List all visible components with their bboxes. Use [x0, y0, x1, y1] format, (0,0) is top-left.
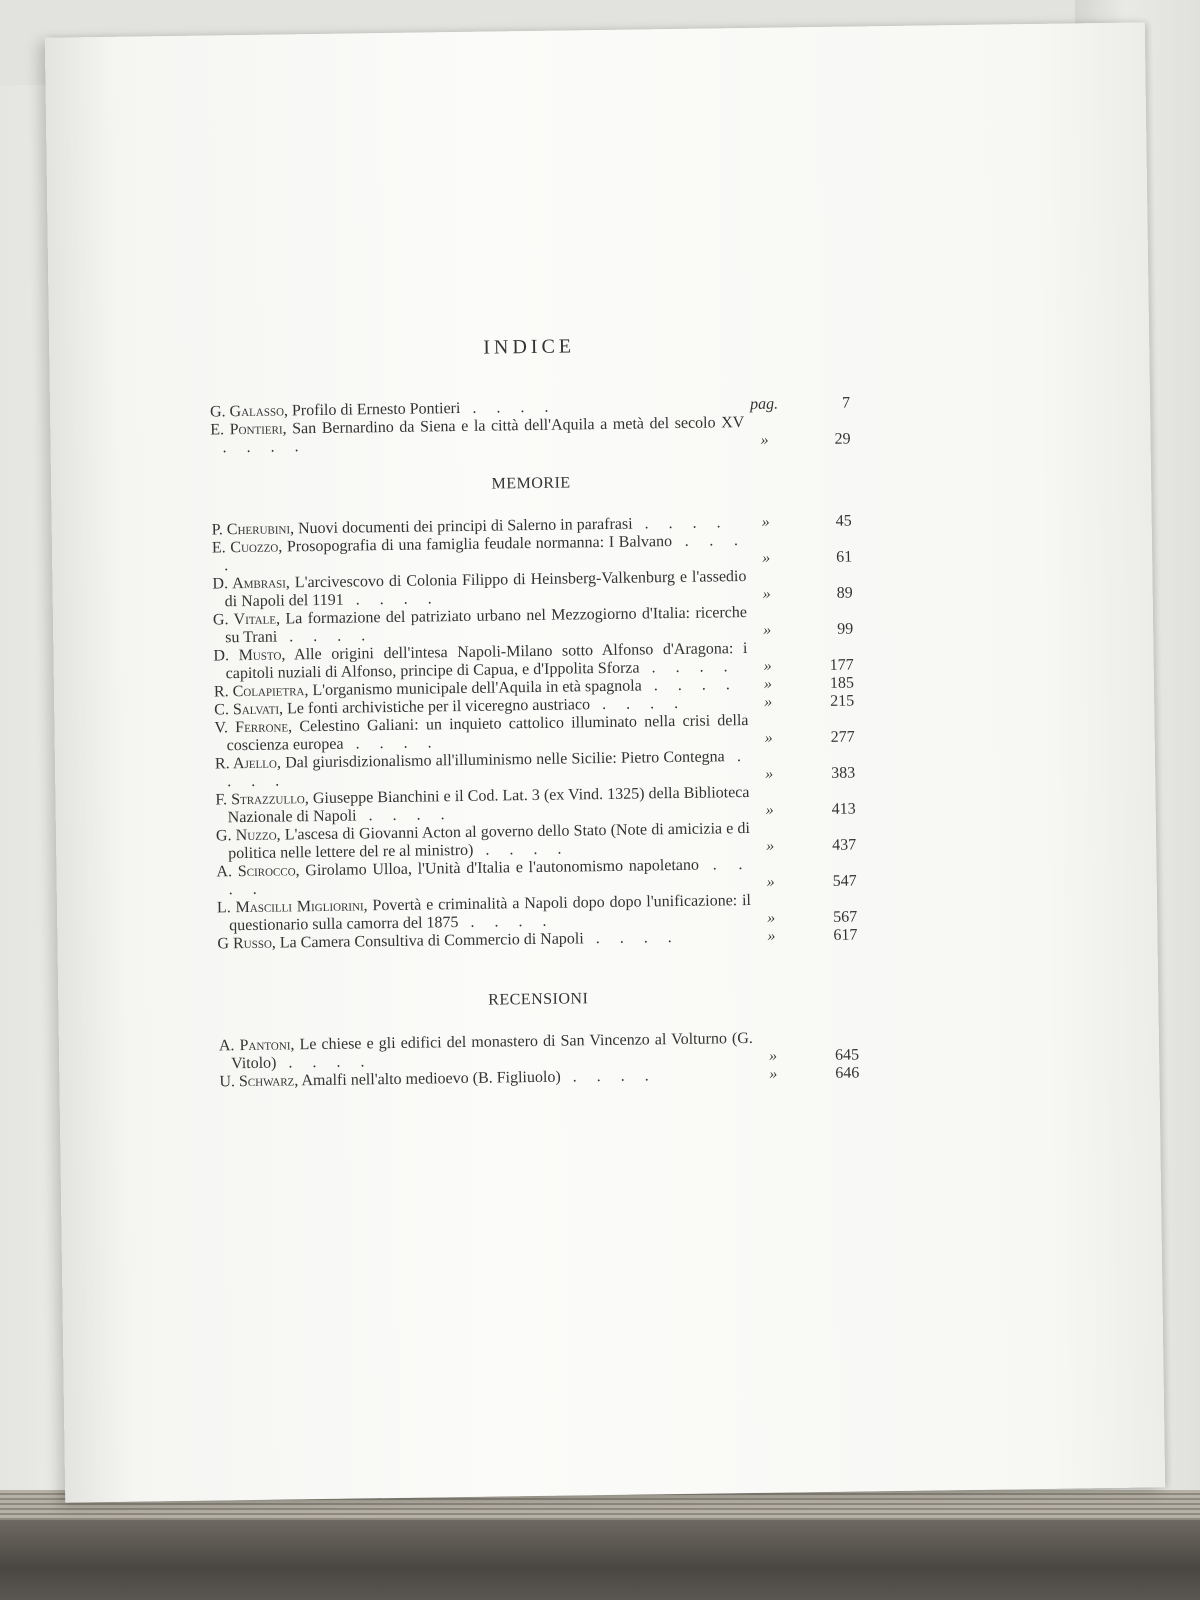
entry-marker: »: [763, 621, 772, 639]
entry-title: Alle origini dell'intesa Napoli-Milano sotto Alfonso d'Aragona: i capitoli nuziali di Alfonso, principe di Capua, e d'Ippolita Sforza: [225, 640, 748, 683]
entry-author: D. Ambrasi,: [212, 574, 290, 593]
entry-page-number: 413: [831, 800, 856, 818]
entry-marker: »: [768, 1047, 778, 1065]
entry-page-number: 617: [833, 926, 858, 944]
entry-author: R. Colapietra,: [213, 682, 309, 701]
entry-marker: »: [764, 693, 773, 711]
entry-page-number: 547: [832, 872, 857, 890]
entry-marker: »: [766, 837, 775, 855]
entry-author: R. Ajello,: [214, 754, 282, 773]
leader-dots: . . . .: [222, 438, 307, 457]
intro-entries: [210, 395, 851, 458]
entry-title: Dal giurisdizionalismo all'illuminismo nelle Sicilie: Pietro Contegna: [285, 748, 725, 772]
leader-dots: . . . .: [343, 590, 440, 609]
entry-page-number: 185: [829, 674, 855, 692]
entry-page-number: 29: [834, 430, 851, 448]
entry-page-number: 89: [836, 584, 853, 602]
entry-marker: »: [767, 909, 776, 927]
entry-page-number: 437: [832, 836, 857, 854]
leader-dots: . . . .: [277, 627, 374, 646]
entry-author: G. Nuzzo,: [215, 826, 281, 845]
entry-author: A. Pantoni,: [218, 1036, 295, 1055]
entry-author: G. Vitale,: [212, 610, 281, 629]
entry-author: A. Scirocco,: [216, 862, 300, 881]
entry-author: D. Musto,: [213, 646, 286, 665]
entry-marker: »: [762, 549, 771, 567]
entry-author: E. Cuozzo,: [211, 538, 283, 557]
entry-marker: »: [769, 1065, 778, 1083]
leader-dots: . . . .: [583, 928, 680, 948]
entry-marker: pag.: [749, 395, 779, 413]
section-heading-recensioni: RECENSIONI: [488, 990, 589, 1009]
entry-author: V. Ferrone,: [214, 718, 293, 737]
entry-title: Nuovi documenti dei principi di Salerno in parafrasi: [297, 515, 633, 538]
entry-page-number: 277: [830, 728, 855, 746]
entry-page-number: 7: [841, 394, 851, 412]
entry-page-number: 383: [831, 764, 856, 782]
entry-page-number: 99: [837, 620, 854, 638]
entry-page-number: 645: [834, 1046, 860, 1064]
entry-marker: »: [760, 431, 769, 449]
page-title: INDICE: [483, 335, 576, 359]
entry-title: La formazione del patriziato urbano nel Mezzogiorno d'Italia: ricerche su Trani: [225, 604, 748, 647]
entry-title: L'arcivescovo di Colonia Filippo di Heinsberg-Valkenburg e l'assedio di Napoli del 1191: [224, 568, 747, 611]
entry-author: F. Strazzullo,: [215, 790, 309, 809]
entry-title: L'ascesa di Giovanni Acton al governo dello Stato (Note di amicizia e di politica nelle lettere del re al ministro): [228, 819, 751, 863]
leader-dots: . . . .: [356, 806, 453, 825]
recensioni-entries: [219, 1028, 860, 1091]
leader-dots: . . . .: [458, 912, 555, 932]
entry-page-number: 215: [830, 692, 855, 710]
entry-marker: »: [764, 729, 773, 747]
entry-title: L'organismo municipale dell'Aquila in età spagnola: [312, 677, 642, 700]
entry-author: L. Mascilli Migliorini,: [216, 897, 368, 917]
entry-page-number: 61: [836, 548, 853, 566]
leader-dots: . . . .: [641, 676, 738, 695]
entry-author: P. Cherubini,: [211, 520, 295, 539]
toc-entry: [210, 413, 850, 458]
entry-marker: »: [765, 765, 774, 783]
book-bottom-shadow: [0, 1520, 1200, 1600]
entry-title: Celestino Galiani: un inquieto cattolico illuminato nella crisi della coscienza europea: [226, 711, 749, 755]
entry-title: Povertà e criminalità a Napoli dopo dopo l'unificazione: il questionario sulla camorra del 1875: [229, 891, 752, 935]
entry-title: Prosopografia di una famiglia feudale normanna: I Balvano: [286, 533, 673, 556]
entry-title: La Camera Consultiva di Commercio di Napoli: [279, 930, 584, 952]
entry-author: C. Salvati,: [214, 700, 284, 719]
entry-title: Profilo di Ernesto Pontieri: [291, 399, 461, 420]
entry-marker: »: [761, 513, 770, 531]
entry-author: U. Schwarz,: [219, 1072, 299, 1091]
entry-marker: »: [767, 927, 776, 945]
entry-title: Giuseppe Bianchini e il Cod. Lat. 3 (ex Vind. 1325) della Biblioteca Nazionale di Napoli: [227, 783, 750, 827]
book-page: [45, 22, 1165, 1502]
entry-page-number: 177: [829, 656, 854, 674]
leader-dots: . . . .: [276, 1053, 373, 1072]
entry-title: Girolamo Ulloa, l'Unità d'Italia e l'autonomismo napoletano: [305, 856, 700, 880]
leader-dots: . . . .: [460, 398, 557, 417]
leader-dots: . . . .: [632, 514, 729, 533]
entry-page-number: 567: [833, 908, 858, 926]
section-heading-memorie: MEMORIE: [491, 474, 571, 493]
leader-dots: . . . .: [473, 840, 570, 859]
entry-text: [210, 414, 744, 457]
entry-title: San Bernardino da Siena e la città dell'Aquila a metà del secolo XV: [292, 414, 745, 438]
entry-marker: »: [766, 873, 775, 891]
entry-author: G. Galasso,: [209, 402, 289, 421]
entry-marker: »: [763, 675, 773, 693]
entry-page-number: 646: [835, 1064, 860, 1082]
table-of-contents: [209, 332, 859, 1092]
entry-marker: »: [765, 801, 774, 819]
entry-title: Le fonti archivistiche per il viceregno austriaco: [286, 696, 591, 718]
entry-title: Le chiese e gli edifici del monastero di San Vincenzo al Volturno (G. Vitolo): [231, 1029, 753, 1073]
entry-author: E. Pontieri,: [210, 420, 287, 439]
leader-dots: . . . .: [343, 734, 440, 753]
leader-dots: . . . .: [227, 747, 750, 791]
entry-author: G Russo,: [217, 934, 276, 953]
entry-page-number: 45: [835, 512, 852, 530]
leader-dots: . . . .: [639, 658, 736, 677]
leader-dots: . . . .: [224, 532, 747, 575]
leader-dots: . . . .: [228, 855, 751, 899]
memorie-entries: [212, 513, 858, 954]
leader-dots: . . . .: [589, 694, 687, 714]
entry-marker: »: [762, 585, 771, 603]
entry-marker: »: [763, 657, 772, 675]
entry-title: Amalfi nell'alto medioevo (B. Figliuolo): [301, 1068, 561, 1090]
leader-dots: . . . .: [560, 1067, 657, 1086]
